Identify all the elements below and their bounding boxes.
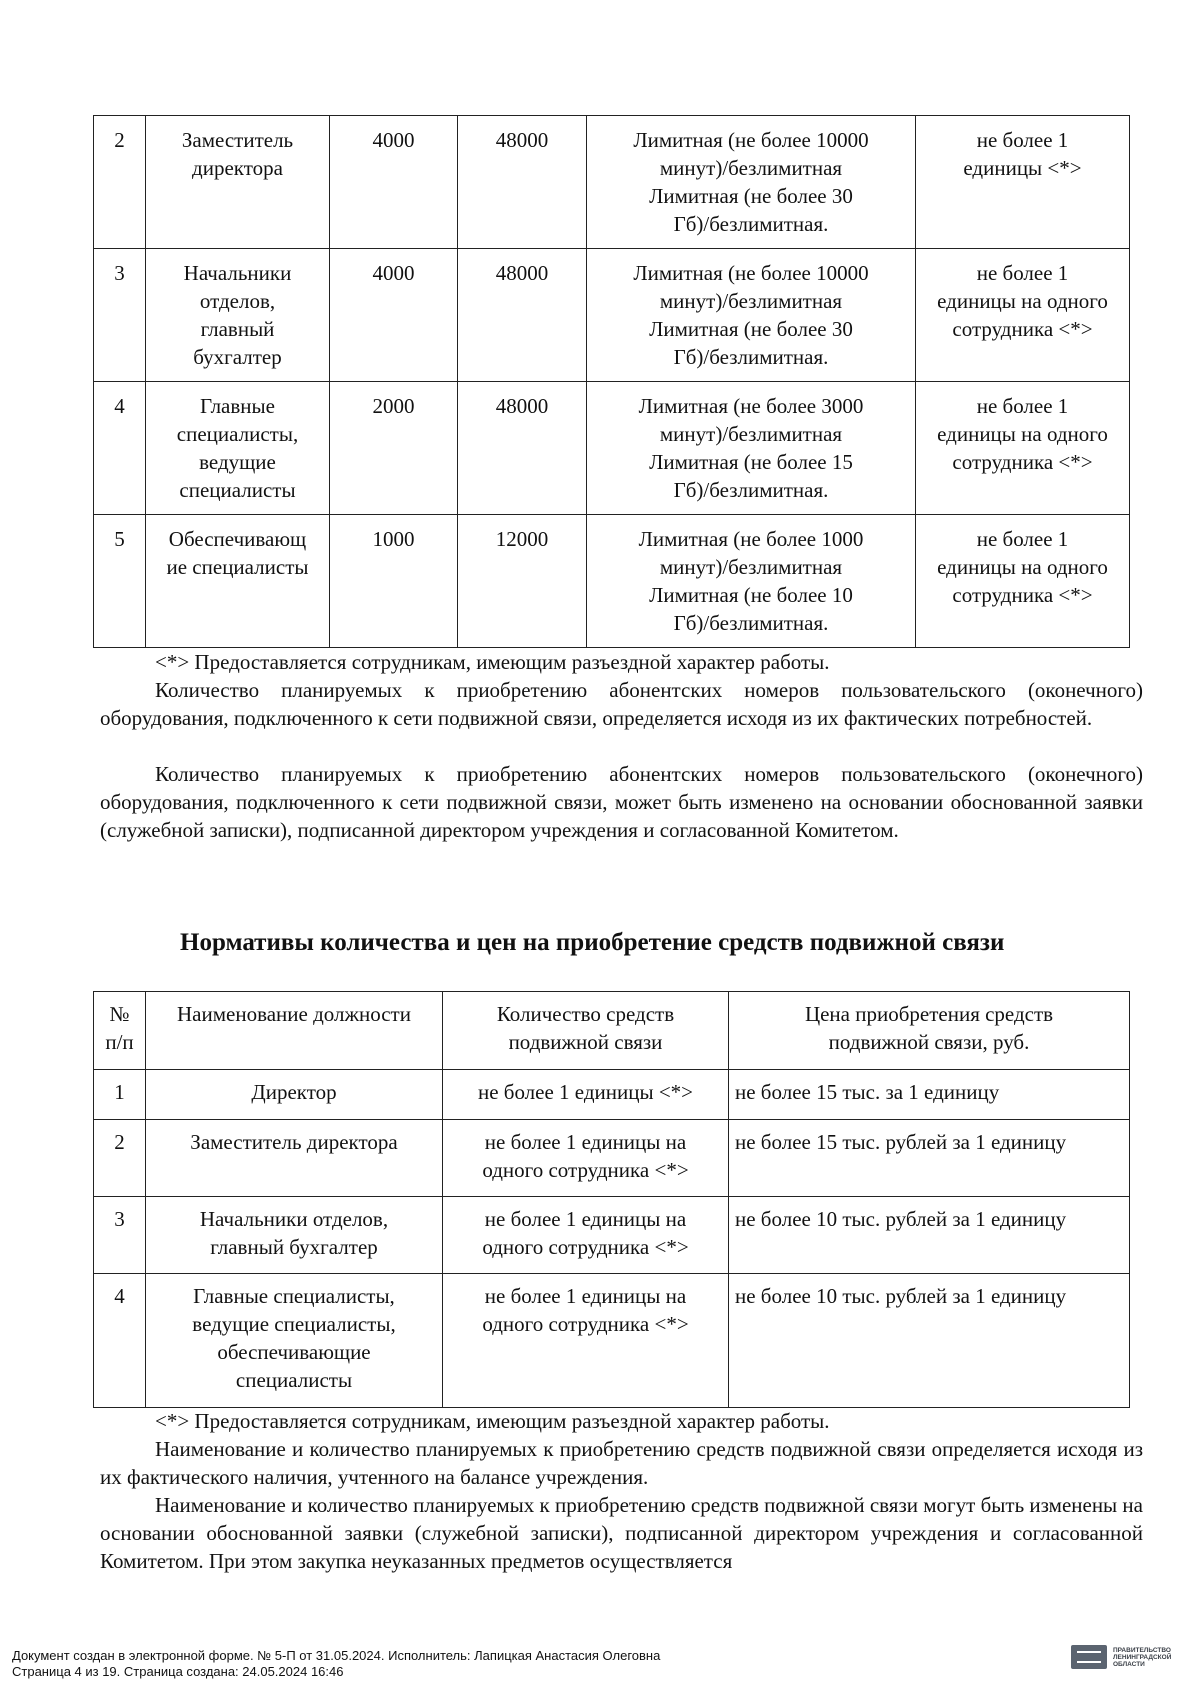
monthly-price: 2000 [330,382,458,515]
emblem-icon [1071,1645,1107,1669]
table-row [94,116,1130,249]
monthly-price: 4000 [330,116,458,249]
row-number: 2 [94,116,146,249]
position-name: Заместитель директора [146,1120,443,1197]
yearly-price: 48000 [458,249,587,382]
footer-page-info: Страница 4 из 19. Страница создана: 24.05.2024 16:46 [12,1664,344,1679]
table-row [94,1197,1130,1274]
header-price: Цена приобретения средств подвижной связи, руб. [729,992,1130,1070]
logo-text: ПРАВИТЕЛЬСТВО ЛЕНИНГРАДСКОЙ ОБЛАСТИ [1113,1646,1172,1668]
yearly-price: 48000 [458,116,587,249]
quantity-limit: не более 1 единицы <*> [916,116,1130,249]
paragraph: Количество планируемых к приобретению абонентских номеров пользовательского (оконечного) оборудования, подключенного к сети подвижной связи, может быть изменено на основании обоснованной заявки (служебной записки), подписанной директором учреждения и согласованной Комитетом. [100,762,1143,842]
price-limit: не более 15 тыс. за 1 единицу [729,1070,1130,1120]
tariff-description: Лимитная (не более 3000 минут)/безлимитная Лимитная (не более 15 Гб)/безлимитная. [587,382,916,515]
price-limit: не более 15 тыс. рублей за 1 единицу [729,1120,1130,1197]
footer-document-info: Документ создан в электронной форме. № 5-П от 31.05.2024. Исполнитель: Лапицкая Анастасия Олеговна [12,1648,661,1663]
quantity-limit: не более 1 единицы на одного сотрудника <*> [443,1274,729,1408]
price-limit: не более 10 тыс. рублей за 1 единицу [729,1197,1130,1274]
quantity-limit: не более 1 единицы на одного сотрудника <*> [916,249,1130,382]
row-number: 3 [94,249,146,382]
yearly-price: 12000 [458,515,587,648]
header-position: Наименование должности [146,992,443,1070]
communication-tariff-table [93,115,1130,648]
position-name: Начальники отделов, главный бухгалтер [146,249,330,382]
paragraph: Количество планируемых к приобретению абонентских номеров пользовательского (оконечного) оборудования, подключенного к сети подвижной связи, определяется исходя из их фактических потребностей. [100,678,1143,730]
quantity-limit: не более 1 единицы <*> [443,1070,729,1120]
quantity-limit: не более 1 единицы на одного сотрудника <*> [916,382,1130,515]
table-row [94,1120,1130,1197]
monthly-price: 1000 [330,515,458,648]
table-row [94,1274,1130,1408]
monthly-price: 4000 [330,249,458,382]
quantity-limit: не более 1 единицы на одного сотрудника <*> [916,515,1130,648]
position-name: Главные специалисты, ведущие специалисты, обеспечивающие специалисты [146,1274,443,1408]
table-header-row [94,992,1130,1070]
tariff-description: Лимитная (не более 10000 минут)/безлимитная Лимитная (не более 30 Гб)/безлимитная. [587,116,916,249]
footnote: <*> Предоставляется сотрудникам, имеющим разъездной характер работы. [155,650,830,674]
tariff-description: Лимитная (не более 1000 минут)/безлимитная Лимитная (не более 10 Гб)/безлимитная. [587,515,916,648]
government-logo [1071,1645,1172,1669]
table-row [94,249,1130,382]
quantity-limit: не более 1 единицы на одного сотрудника <*> [443,1197,729,1274]
position-name: Начальники отделов, главный бухгалтер [146,1197,443,1274]
row-number: 5 [94,515,146,648]
position-name: Главные специалисты, ведущие специалисты [146,382,330,515]
row-number: 4 [94,1274,146,1408]
header-quantity: Количество средств подвижной связи [443,992,729,1070]
row-number: 2 [94,1120,146,1197]
paragraph: Наименование и количество планируемых к приобретению средств подвижной связи определяется исходя из их фактического наличия, учтенного на балансе учреждения. [100,1437,1143,1489]
table-row [94,515,1130,648]
position-name: Директор [146,1070,443,1120]
table-row [94,1070,1130,1120]
paragraph: Наименование и количество планируемых к приобретению средств подвижной связи могут быть изменены на основании обоснованной заявки (служебной записки), подписанной директором учреждения и согласованной Комитетом. При этом закупка неуказанных предметов осуществляется [100,1493,1143,1573]
row-number: 1 [94,1070,146,1120]
quantity-limit: не более 1 единицы на одного сотрудника <*> [443,1120,729,1197]
footnote: <*> Предоставляется сотрудникам, имеющим разъездной характер работы. [155,1409,830,1433]
price-limit: не более 10 тыс. рублей за 1 единицу [729,1274,1130,1408]
row-number: 3 [94,1197,146,1274]
position-name: Заместитель директора [146,116,330,249]
section-title: Нормативы количества и цен на приобретение средств подвижной связи [180,929,1005,956]
mobile-devices-table [93,991,1130,1408]
header-number: № п/п [94,992,146,1070]
row-number: 4 [94,382,146,515]
table-row [94,382,1130,515]
tariff-description: Лимитная (не более 10000 минут)/безлимитная Лимитная (не более 30 Гб)/безлимитная. [587,249,916,382]
position-name: Обеспечивающ ие специалисты [146,515,330,648]
yearly-price: 48000 [458,382,587,515]
